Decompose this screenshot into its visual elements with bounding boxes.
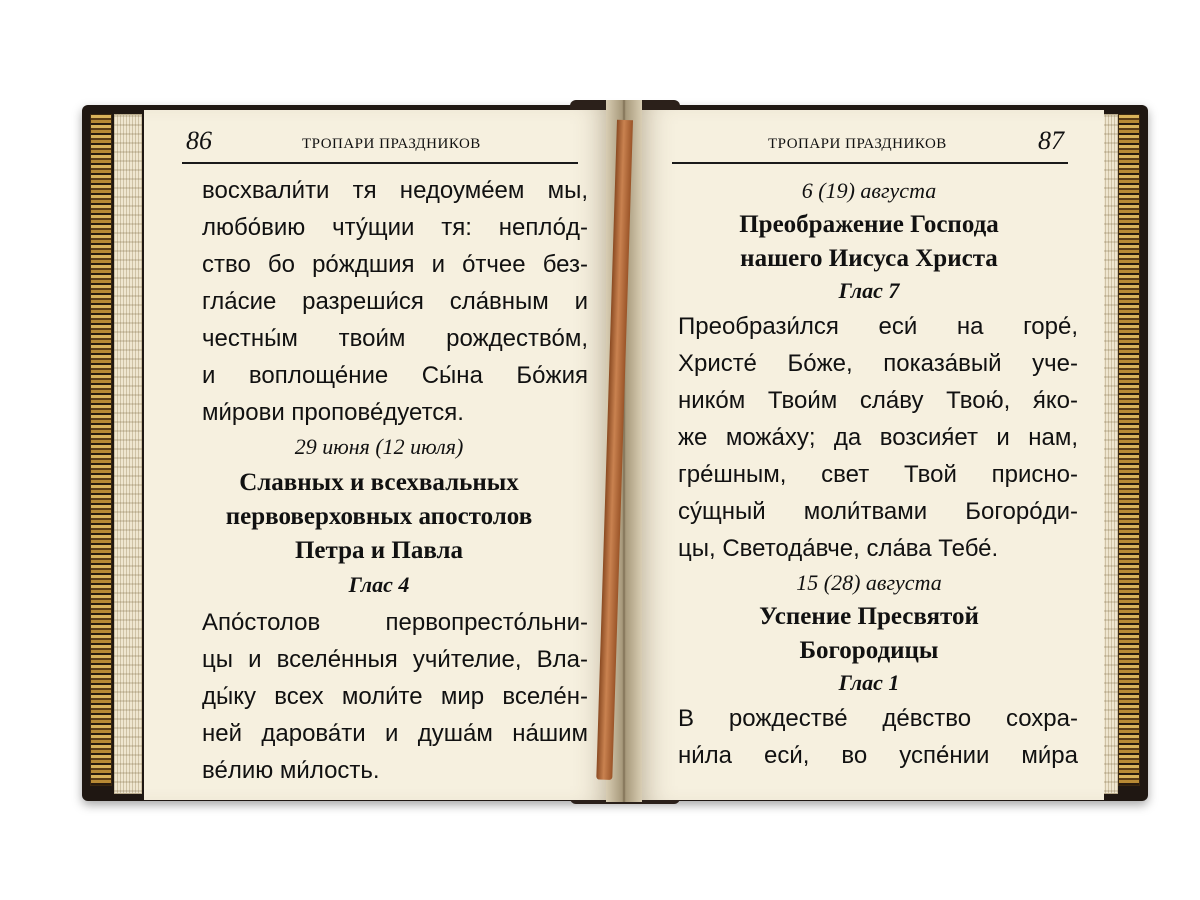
text-line: Христе́ Бо́же, показа́вый уче-	[678, 350, 1078, 377]
running-head: ТРОПАРИ ПРАЗДНИКОВ	[768, 136, 947, 152]
text-line: ды́ку всех моли́те мир вселе́н-	[202, 683, 588, 710]
text-line: В рождестве́ де́вство сохра-	[678, 705, 1078, 732]
feast-date: 15 (28) августа	[796, 570, 942, 595]
tone-label: Глас 7	[838, 278, 900, 303]
text-line: же можа́ху; да возсия́ет и нам,	[678, 424, 1078, 451]
feast-title-line: нашего Иисуса Христа	[740, 245, 998, 272]
page-stack-left	[114, 114, 142, 794]
running-head: ТРОПАРИ ПРАЗДНИКОВ	[302, 136, 481, 152]
text-line: восхвали́ти тя недоуме́ем мы,	[202, 177, 588, 204]
feast-title-line: Успение Пресвятой	[759, 603, 979, 630]
tone-label: Глас 1	[838, 670, 900, 695]
text-line: цы и вселе́нныя учи́телие, Вла-	[202, 646, 588, 673]
feast-title-line: Богородицы	[799, 637, 939, 664]
feast-title-line: первоверховных апостолов	[225, 503, 533, 530]
text-line: ней дарова́ти и душа́м на́шим	[202, 720, 588, 747]
text-line: нико́м Твои́м сла́ву Твою́, я́ко-	[678, 387, 1078, 414]
text-line: цы, Светода́вче, сла́ва Тебе́.	[678, 535, 999, 562]
tone-label: Глас 4	[348, 572, 410, 597]
text-line: су́щный моли́твами Богоро́ди-	[678, 498, 1078, 525]
text-line: ве́лию ми́лость.	[202, 757, 380, 784]
right-page	[634, 110, 1104, 800]
feast-title	[144, 466, 614, 568]
text-line: Апо́столов первопресто́льни-	[202, 609, 588, 636]
text-line: гре́шным, свет Твой присно-	[678, 461, 1078, 488]
troparion-text	[202, 604, 588, 789]
page-number: 86	[186, 126, 212, 155]
text-line: Преобрази́лся еси́ на горе́,	[678, 313, 1078, 340]
troparion-text	[678, 308, 1078, 567]
feast-title	[634, 600, 1104, 668]
text-line: гла́сие разреши́ся сла́вным и	[202, 288, 588, 315]
gilded-edge-left	[90, 114, 112, 786]
text-line: ство бо ро́ждшия и о́тчее без-	[202, 251, 588, 278]
feast-title	[634, 208, 1104, 276]
text-line: и воплоще́ние Сы́на Бо́жия	[202, 362, 588, 389]
left-page	[144, 110, 614, 800]
page-number: 87	[1038, 126, 1064, 155]
feast-date: 29 июня (12 июля)	[294, 434, 464, 459]
feast-date: 6 (19) августа	[801, 178, 937, 203]
feast-title-line: Преображение Господа	[739, 211, 999, 238]
text-line: любо́вию чту́щии тя: непло́д-	[202, 214, 588, 241]
gilded-edge-right	[1118, 114, 1140, 786]
left-page-header	[182, 122, 578, 164]
troparion-text	[678, 700, 1078, 774]
right-page-header	[672, 122, 1068, 164]
text-line: ми́рови пропове́дуется.	[202, 399, 464, 426]
text-line: честны́м твои́м рождество́м,	[202, 325, 588, 352]
feast-title-line: Петра и Павла	[294, 537, 464, 564]
open-book	[82, 100, 1148, 802]
troparion-continuation	[202, 172, 588, 431]
text-line: ни́ла еси́, во успе́нии ми́ра	[678, 742, 1078, 769]
feast-title-line: Славных и всехвальных	[239, 469, 519, 496]
